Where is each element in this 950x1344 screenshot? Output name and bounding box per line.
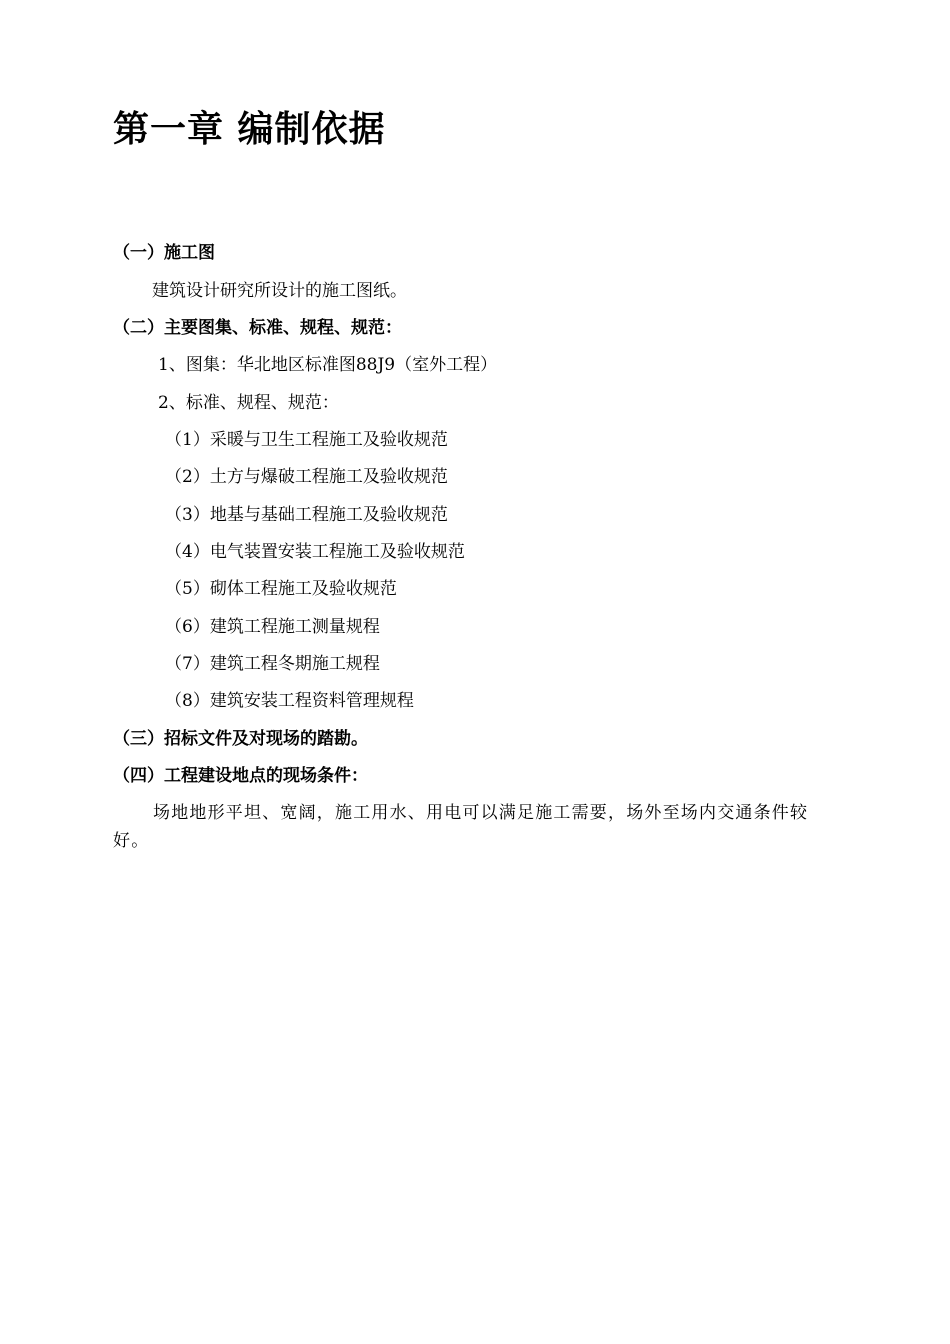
standard-list-item: （2）土方与爆破工程施工及验收规范 bbox=[165, 467, 448, 487]
chapter-title: 第一章 编制依据 bbox=[113, 109, 386, 150]
section-1-body: 建筑设计研究所设计的施工图纸。 bbox=[152, 281, 407, 301]
standard-list-item: （5）砌体工程施工及验收规范 bbox=[165, 579, 397, 599]
standard-list-item: （3）地基与基础工程施工及验收规范 bbox=[165, 505, 448, 525]
standard-list-item: （8）建筑安装工程资料管理规程 bbox=[165, 691, 414, 711]
standard-list-item: （4）电气装置安装工程施工及验收规范 bbox=[165, 542, 465, 562]
atlas-item: 1、图集：华北地区标准图88J9（室外工程） bbox=[158, 355, 498, 375]
standards-item: 2、标准、规程、规范： bbox=[158, 393, 339, 413]
standard-list-item: （7）建筑工程冬期施工规程 bbox=[165, 654, 380, 674]
section-heading-1: （一）施工图 bbox=[113, 243, 215, 263]
section-heading-4: （四）工程建设地点的现场条件： bbox=[113, 766, 368, 786]
standard-list-item: （6）建筑工程施工测量规程 bbox=[165, 617, 380, 637]
standard-list-item: （1）采暖与卫生工程施工及验收规范 bbox=[165, 430, 448, 450]
section-4-body: 场地地形平坦、宽阔，施工用水、用电可以满足施工需要，场外至场内交通条件较好。 bbox=[113, 803, 809, 851]
section-heading-3: （三）招标文件及对现场的踏勘。 bbox=[113, 729, 368, 749]
section-heading-2: （二）主要图集、标准、规程、规范： bbox=[113, 318, 402, 338]
